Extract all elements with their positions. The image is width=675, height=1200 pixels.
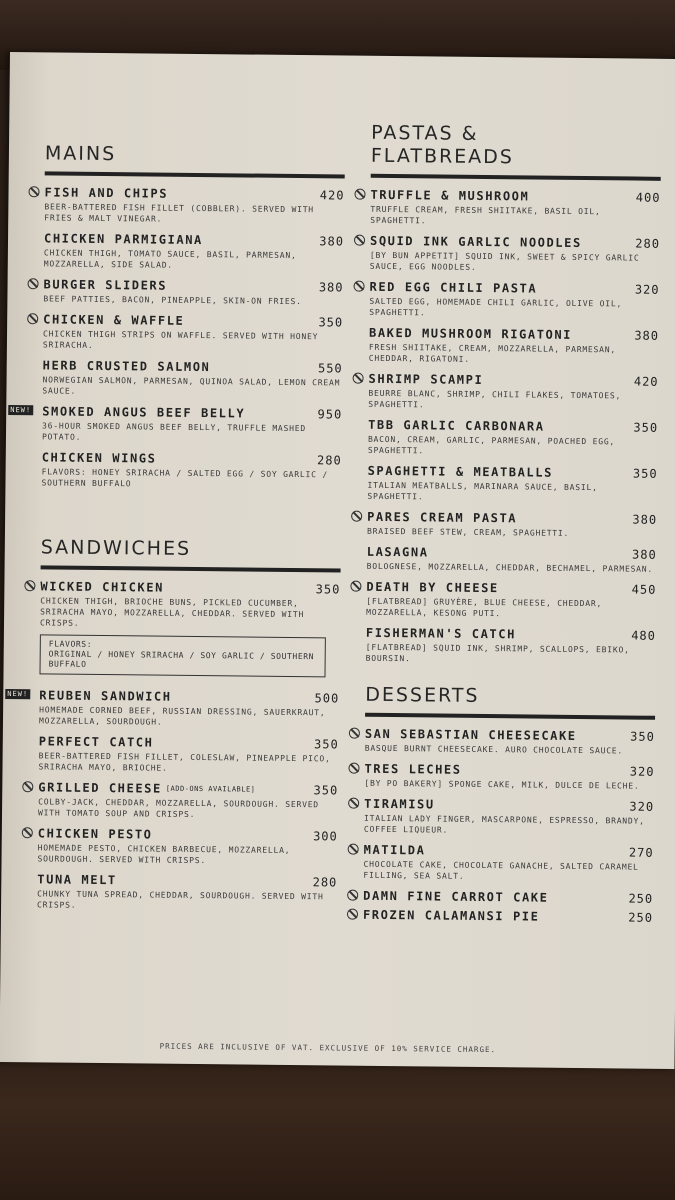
no-allergen-icon <box>348 763 359 774</box>
menu-item-truffle-mushroom <box>370 186 660 229</box>
menu-item-tbb-garlic-carbonara <box>368 416 658 459</box>
no-allergen-icon <box>351 511 362 522</box>
item-price: 550 <box>317 360 343 376</box>
item-desc: ITALIAN MEATBALLS, MARINARA SAUCE, BASIL, SPAGHETTI. <box>367 480 598 502</box>
item-desc: BEER-BATTERED FISH FILLET, COLESLAW, PINEAPPLE PICO, SRIRACHA MAYO, BRIOCHE. <box>38 751 331 773</box>
no-allergen-icon <box>348 798 359 809</box>
item-name: BAKED MUSHROOM RIGATONI <box>369 325 573 342</box>
item-desc: FLAVORS: HONEY SRIRACHA / SALTED EGG / SOY GARLIC / SOUTHERN BUFFALO <box>41 467 329 489</box>
item-name: FISHERMAN'S CATCH <box>365 625 517 641</box>
item-desc: BOLOGNESE, MOZZARELLA, CHEDDAR, BECHAMEL, PARMESAN. <box>366 561 654 574</box>
item-price: 350 <box>632 466 658 481</box>
item-desc: ITALIAN LADY FINGER, MASCARPONE, ESPRESSO, BRANDY, COFFEE LIQUEUR. <box>363 813 645 835</box>
menu-item-tuna-melt <box>37 870 337 913</box>
item-price: 420 <box>319 187 345 203</box>
menu-item-tres-leches <box>364 760 654 792</box>
item-desc: SALTED EGG, HOMEMADE CHILI GARLIC, OLIVE OIL, SPAGHETTI. <box>369 296 623 318</box>
item-price: 250 <box>628 910 654 925</box>
item-price: 380 <box>632 547 657 562</box>
item-price: 280 <box>316 452 342 467</box>
item-desc: BEURRE BLANC, SHRIMP, CHILI FLAKES, TOMATOES, SPAGHETTI. <box>368 388 622 410</box>
item-desc: [BY PO BAKERY] SPONGE CAKE, MILK, DULCE DE LECHE. <box>364 778 640 791</box>
item-name: TUNA MELT <box>37 871 117 887</box>
menu-item-san-sebastian-cheesecake <box>365 725 655 757</box>
desserts-title: DESSERTS <box>365 683 480 707</box>
item-name: FISH AND CHIPS <box>44 184 169 201</box>
item-name: GRILLED CHEESE <box>38 779 162 796</box>
menu-item-chicken-pesto <box>37 824 337 867</box>
new-badge: NEW! <box>8 405 33 415</box>
item-name: TRES LECHES <box>364 761 462 777</box>
left-column <box>7 142 345 919</box>
menu-item-smoked-angus-beef-belly <box>10 402 343 445</box>
item-name: WICKED CHICKEN <box>40 578 165 595</box>
item-name: REUBEN SANDWICH <box>39 687 172 704</box>
item-price: 380 <box>632 512 658 527</box>
item-price: 480 <box>631 628 657 643</box>
pastas-rule <box>371 174 661 181</box>
no-allergen-icon <box>347 890 358 901</box>
right-column <box>363 122 661 932</box>
item-desc: CHICKEN THIGH, TOMATO SAUCE, BASIL, PARMESAN, MOZZARELLA, SIDE SALAD. <box>43 248 297 270</box>
menu-item-frozen-calamansi-pie <box>363 906 653 926</box>
item-name: SQUID INK GARLIC NOODLES <box>369 233 582 250</box>
menu-item-damn-fine-carrot-cake <box>363 887 653 907</box>
sandwiches-rule <box>41 565 341 572</box>
menu-item-shrimp-scampi <box>368 370 658 413</box>
menu-item-wicked-chicken <box>40 577 341 631</box>
new-badge: NEW! <box>5 689 30 699</box>
item-desc: TRUFFLE CREAM, FRESH SHIITAKE, BASIL OIL, SPAGHETTI. <box>370 204 601 226</box>
item-desc: [BY BUN APPETIT] SQUID INK, SWEET & SPICY GARLIC SAUCE, EGG NOODLES. <box>369 250 640 272</box>
item-desc: BACON, CREAM, GARLIC, PARMESAN, POACHED EGG, SPAGHETTI. <box>367 434 616 456</box>
mains-rule <box>45 171 345 178</box>
item-price: 280 <box>635 236 661 251</box>
item-price: 350 <box>315 581 341 596</box>
menu-item-red-egg-chili-pasta <box>369 278 659 321</box>
no-allergen-icon <box>22 781 33 792</box>
item-name: DEATH BY CHEESE <box>366 579 499 595</box>
item-desc: FRESH SHIITAKE, CREAM, MOZZARELLA, PARMESAN, CHEDDAR, RIGATONI. <box>368 342 617 364</box>
item-name: PARES CREAM PASTA <box>367 509 518 525</box>
item-desc: CHICKEN THIGH, BRIOCHE BUNS, PICKLED CUCUMBER, SRIRACHA MAYO, MOZZARELLA, CHEDDAR. SERVED WITH CRISPS. <box>39 596 305 628</box>
menu-item-squid-ink-garlic-noodles <box>370 232 660 275</box>
menu-item-chicken-wings <box>41 448 341 491</box>
item-name: CHICKEN PARMIGIANA <box>43 230 203 247</box>
no-allergen-icon <box>24 580 35 591</box>
item-price: 420 <box>633 374 659 389</box>
item-name: SAN SEBASTIAN CHEESECAKE <box>364 726 577 743</box>
item-price: 350 <box>314 736 339 751</box>
menu-item-burger-sliders <box>43 275 343 307</box>
item-price: 400 <box>635 190 661 205</box>
item-price: 380 <box>634 328 660 343</box>
item-name: PERFECT CATCH <box>38 733 154 750</box>
item-name: SPAGHETTI & MEATBALLS <box>367 463 554 480</box>
item-price: 450 <box>631 582 657 597</box>
sandwiches-title: SANDWICHES <box>40 536 192 560</box>
item-name: CHICKEN & WAFFLE <box>43 311 185 328</box>
addon-note: [ADD-ONS AVAILABLE] <box>165 784 256 794</box>
item-name: MATILDA <box>363 842 426 857</box>
no-allergen-icon <box>22 827 33 838</box>
item-price: 280 <box>312 874 338 889</box>
no-allergen-icon <box>349 728 360 739</box>
item-desc: [FLATBREAD] GRUYÈRE, BLUE CHEESE, CHEDDAR, MOZZARELLA, KESONG PUTI. <box>366 596 603 619</box>
item-name: CHICKEN WINGS <box>41 449 157 466</box>
item-price: 380 <box>318 279 344 295</box>
item-desc: COLBY-JACK, CHEDDAR, MOZZARELLA, SOURDOUGH. SERVED WITH TOMATO SOUP AND CRISPS. <box>37 797 320 819</box>
menu-item-reuben-sandwich <box>7 686 340 729</box>
no-allergen-icon <box>347 909 358 920</box>
flavors-text: ORIGINAL / HONEY SRIRACHA / SOY GARLIC / SOUTHERN BUFFALO <box>48 649 315 669</box>
item-desc: NORWEGIAN SALMON, PARMESAN, QUINOA SALAD, LEMON CREAM SAUCE. <box>42 375 341 396</box>
no-allergen-icon <box>353 373 364 384</box>
item-desc: [FLATBREAD] SQUID INK, SHRIMP, SCALLOPS, EBIKO, BOURSIN. <box>365 642 630 664</box>
item-price: 320 <box>629 799 655 814</box>
item-price: 950 <box>317 406 343 421</box>
menu-item-perfect-catch <box>38 732 338 775</box>
flavors-box <box>39 634 325 677</box>
item-price: 350 <box>630 729 655 744</box>
pastas-title-line2: FLATBREADS <box>370 144 515 169</box>
item-price: 380 <box>319 233 345 249</box>
menu-item-fishermans-catch <box>366 624 656 667</box>
item-name: HERB CRUSTED SALMON <box>42 357 211 374</box>
item-desc: CHICKEN THIGH STRIPS ON WAFFLE. SERVED WITH HONEY SRIRACHA. <box>42 329 319 350</box>
menu-page <box>0 52 675 1069</box>
item-name: CHICKEN PESTO <box>37 825 153 842</box>
menu-item-spaghetti-meatballs <box>367 462 657 505</box>
flavors-label: FLAVORS: <box>48 639 93 649</box>
menu-item-lasagna <box>367 543 657 575</box>
item-name: RED EGG CHILI PASTA <box>369 279 538 296</box>
item-name: SHRIMP SCAMPI <box>368 371 484 387</box>
pastas-title-line1: PASTAS & <box>371 121 479 145</box>
no-allergen-icon <box>348 844 359 855</box>
menu-item-death-by-cheese <box>366 578 656 621</box>
item-desc: 36-HOUR SMOKED ANGUS BEEF BELLY, TRUFFLE MASHED POTATO. <box>41 421 307 442</box>
menu-item-fish-and-chips <box>44 183 344 226</box>
item-desc: BEER-BATTERED FISH FILLET (COBBLER). SERVED WITH FRIES & MALT VINEGAR. <box>44 202 315 224</box>
no-allergen-icon <box>354 281 365 292</box>
item-name: DAMN FINE CARROT CAKE <box>363 888 549 905</box>
item-desc: CHUNKY TUNA SPREAD, CHEDDAR, SOURDOUGH. SERVED WITH CRISPS. <box>37 889 324 910</box>
item-name: TBB GARLIC CARBONARA <box>368 417 545 434</box>
pastas-title <box>371 122 661 171</box>
no-allergen-icon <box>28 278 39 289</box>
item-name: TIRAMISU <box>364 796 435 811</box>
menu-item-matilda <box>363 841 653 884</box>
mains-title: MAINS <box>44 142 117 166</box>
item-price: 350 <box>633 420 659 435</box>
no-allergen-icon <box>354 189 365 200</box>
no-allergen-icon <box>354 235 365 246</box>
item-name: SMOKED ANGUS BEEF BELLY <box>42 403 246 420</box>
menu-item-grilled-cheese <box>38 778 338 821</box>
item-price: 250 <box>628 891 654 906</box>
menu-item-tiramisu <box>364 795 654 838</box>
item-desc: BASQUE BURNT CHEESECAKE. AURO CHOCOLATE SAUCE. <box>364 743 624 756</box>
item-price: 350 <box>313 782 339 797</box>
item-desc: BRAISED BEEF STEW, CREAM, SPAGHETTI. <box>366 526 570 538</box>
item-price: 320 <box>629 764 655 779</box>
item-desc: BEEF PATTIES, BACON, PINEAPPLE, SKIN-ON FRIES. <box>43 294 302 307</box>
item-name: FROZEN CALAMANSI PIE <box>362 907 540 924</box>
menu-item-chicken-parmigiana <box>44 229 344 272</box>
menu-item-pares-cream-pasta <box>367 508 657 540</box>
item-name: LASAGNA <box>366 544 429 559</box>
item-price: 270 <box>628 845 654 860</box>
menu-item-baked-mushroom-rigatoni <box>369 324 659 367</box>
item-desc: HOMEMADE PESTO, CHICKEN BARBECUE, MOZZARELLA, SOURDOUGH. SERVED WITH CRISPS. <box>37 843 291 866</box>
price-disclaimer: PRICES ARE INCLUSIVE OF VAT. EXCLUSIVE OF 10% SERVICE CHARGE. <box>159 1041 497 1055</box>
item-price: 350 <box>318 314 344 330</box>
menu-item-herb-crusted-salmon <box>42 356 342 399</box>
no-allergen-icon <box>27 313 38 324</box>
menu-item-chicken-waffle <box>43 310 343 353</box>
item-price: 500 <box>314 690 340 705</box>
item-name: BURGER SLIDERS <box>43 276 168 293</box>
desserts-rule <box>365 713 655 720</box>
no-allergen-icon <box>350 581 361 592</box>
item-price: 300 <box>313 828 338 843</box>
item-desc: HOMEMADE CORNED BEEF, RUSSIAN DRESSING, SAUERKRAUT, MOZZARELLA, SOURDOUGH. <box>38 705 326 727</box>
item-name: TRUFFLE & MUSHROOM <box>370 187 530 203</box>
item-price: 320 <box>634 282 660 297</box>
no-allergen-icon <box>28 186 39 197</box>
item-desc: CHOCOLATE CAKE, CHOCOLATE GANACHE, SALTED CARAMEL FILLING, SEA SALT. <box>363 859 639 881</box>
